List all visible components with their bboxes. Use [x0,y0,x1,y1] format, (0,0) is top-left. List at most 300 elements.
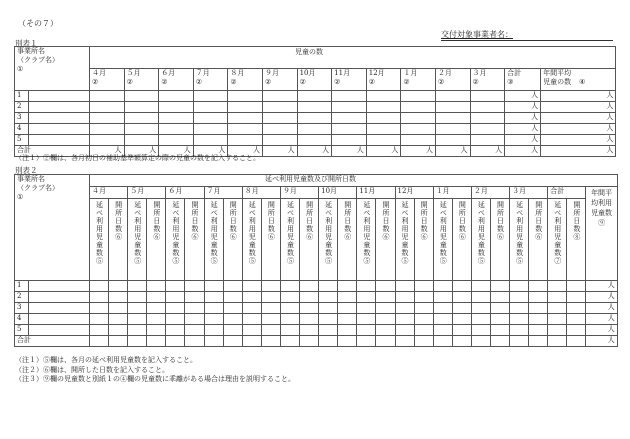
value-cell[interactable] [548,281,567,292]
avg-header-label: 年間平均 [543,69,572,77]
total-row-cell[interactable]: 人 [541,146,616,157]
value-cell[interactable] [223,292,242,303]
value-cell[interactable] [261,314,280,325]
month-count-cell[interactable] [193,113,228,124]
total-cell[interactable]: 人 [505,135,541,146]
month-count-cell[interactable] [401,91,436,102]
month-count-cell[interactable] [193,135,228,146]
value-cell[interactable] [338,325,357,336]
total-header [505,69,541,91]
total-row-cell[interactable] [185,336,204,347]
month-count-cell[interactable] [366,124,401,135]
month-count-cell[interactable] [297,102,332,113]
avg-cell[interactable]: 人 [541,124,616,135]
value-cell[interactable] [548,303,567,314]
month-count-cell[interactable] [470,113,505,124]
month-count-cell[interactable] [90,102,125,113]
value-cell[interactable] [376,292,395,303]
month-count-cell[interactable] [470,124,505,135]
value-cell[interactable] [376,325,395,336]
office-name-cell[interactable] [29,124,90,135]
days-subheader-label: 開所日数⑥ [420,201,429,241]
table1-note: （注１）②欄は、各月初日の補助基準額算定の際の児童の数を記入すること。 [15,154,260,162]
value-cell[interactable] [567,325,586,336]
value-cell[interactable] [357,303,376,314]
value-cell[interactable] [109,325,128,336]
value-cell[interactable] [414,303,433,314]
month-count-cell[interactable] [90,124,125,135]
value-cell[interactable] [357,281,376,292]
value-cell[interactable] [90,292,109,303]
days-subheader [414,199,433,281]
month-count-cell[interactable] [435,135,470,146]
month-header: ９月 [280,187,318,199]
value-cell[interactable] [300,292,319,303]
month-count-cell[interactable] [124,113,159,124]
value-cell[interactable] [300,325,319,336]
value-cell[interactable] [548,292,567,303]
days-subheader [376,199,395,281]
value-cell[interactable] [109,281,128,292]
value-cell[interactable] [319,314,338,325]
total-row-cell[interactable] [567,336,586,347]
value-cell[interactable] [433,303,452,314]
value-cell[interactable] [204,314,223,325]
total-row-cell[interactable] [490,336,509,347]
month-header: ８月 [242,187,280,199]
month-count-cell[interactable] [159,102,194,113]
value-cell[interactable] [433,281,452,292]
month-count-cell[interactable] [332,135,367,146]
month-count-cell[interactable] [297,135,332,146]
value-cell[interactable] [204,292,223,303]
value-cell[interactable] [510,325,529,336]
office-name-cell[interactable] [29,292,90,303]
value-cell[interactable] [471,314,490,325]
month-count-cell[interactable] [228,102,263,113]
month-header [366,69,401,91]
table-row [15,124,616,135]
value-cell[interactable] [128,325,147,336]
value-cell[interactable] [357,314,376,325]
office-name-cell[interactable] [29,303,90,314]
value-cell[interactable] [490,314,509,325]
total-row-cell[interactable] [319,336,338,347]
value-cell[interactable] [185,281,204,292]
value-cell[interactable] [338,303,357,314]
total-row-cell[interactable] [242,336,261,347]
value-cell[interactable] [319,303,338,314]
month-count-cell[interactable] [435,124,470,135]
total-row-cell[interactable] [109,336,128,347]
value-cell[interactable] [128,281,147,292]
value-cell[interactable] [166,303,185,314]
value-cell[interactable] [128,303,147,314]
month-count-cell[interactable] [90,113,125,124]
value-cell[interactable] [280,314,299,325]
value-cell[interactable] [300,314,319,325]
total-row-cell[interactable] [300,336,319,347]
value-cell[interactable] [567,303,586,314]
users-subheader-label: 延べ利用児童数⑤ [515,201,524,265]
total-row-cell[interactable]: 人 [366,146,401,157]
month-header: ６月 [166,187,204,199]
month-count-cell[interactable] [228,113,263,124]
table-row [15,135,616,146]
avg-cell[interactable]: 人 [586,314,617,325]
avg-cell[interactable]: 人 [586,292,617,303]
office-name-cell[interactable] [29,91,90,102]
month-count-cell[interactable] [332,102,367,113]
month-count-cell[interactable] [90,91,125,102]
total-row-cell[interactable]: 人 [124,146,159,157]
value-cell[interactable] [147,325,166,336]
month-count-cell[interactable] [297,91,332,102]
month-count-cell[interactable] [262,91,297,102]
total-cell[interactable]: 人 [505,124,541,135]
month-count-cell[interactable] [193,124,228,135]
value-cell[interactable] [433,292,452,303]
total-cell[interactable]: 人 [505,113,541,124]
total-row-cell[interactable]: 人 [193,146,228,157]
value-cell[interactable] [280,325,299,336]
total-row-cell[interactable]: 人 [228,146,263,157]
total-days-subheader [567,199,586,281]
office-name-cell[interactable] [29,281,90,292]
value-cell[interactable] [452,292,471,303]
total-row-cell[interactable]: 人 [262,146,297,157]
grantee-name-field[interactable] [441,29,613,41]
value-cell[interactable] [490,292,509,303]
value-cell[interactable] [529,292,548,303]
value-cell[interactable] [147,314,166,325]
value-cell[interactable] [319,292,338,303]
total-row-cell[interactable] [548,336,567,347]
value-cell[interactable] [395,325,414,336]
value-cell[interactable] [433,314,452,325]
value-cell[interactable] [300,281,319,292]
avg-header-mark: ④ [579,78,586,86]
month-mark: ② [403,78,410,86]
month-mark: ② [472,78,479,86]
value-cell[interactable] [490,303,509,314]
value-cell[interactable] [185,303,204,314]
value-cell[interactable] [300,303,319,314]
value-cell[interactable] [109,292,128,303]
total-row-cell[interactable] [414,336,433,347]
avg-cell[interactable]: 人 [586,281,617,292]
value-cell[interactable] [261,292,280,303]
value-cell[interactable] [280,292,299,303]
value-cell[interactable] [204,325,223,336]
total-row-cell[interactable] [529,336,548,347]
month-count-cell[interactable] [401,124,436,135]
month-count-cell[interactable] [228,91,263,102]
avg-cell[interactable]: 人 [541,102,616,113]
value-cell[interactable] [166,314,185,325]
month-count-cell[interactable] [470,102,505,113]
month-count-cell[interactable] [159,113,194,124]
month-count-cell[interactable] [159,135,194,146]
month-count-cell[interactable] [435,91,470,102]
value-cell[interactable] [128,292,147,303]
value-cell[interactable] [376,314,395,325]
total-row-cell[interactable] [395,336,414,347]
month-count-cell[interactable] [228,124,263,135]
value-cell[interactable] [529,325,548,336]
value-cell[interactable] [490,281,509,292]
month-count-cell[interactable] [193,102,228,113]
total-row-cell[interactable] [128,336,147,347]
month-count-cell[interactable] [228,135,263,146]
value-cell[interactable] [280,303,299,314]
value-cell[interactable] [357,325,376,336]
total-avg-cell[interactable]: 人 [586,336,617,347]
total-row-cell[interactable]: 人 [435,146,470,157]
month-count-cell[interactable] [297,124,332,135]
total-row-cell[interactable] [261,336,280,347]
value-cell[interactable] [395,281,414,292]
total-cell[interactable]: 人 [505,91,541,102]
month-header [90,69,125,91]
total-row [15,336,618,347]
table2-office-header [15,175,90,281]
value-cell[interactable] [510,303,529,314]
users-subheader-label: 延べ利用児童数⑤ [171,201,180,265]
users-subheader [280,199,299,281]
total-row-cell[interactable] [223,336,242,347]
value-cell[interactable] [471,325,490,336]
value-cell[interactable] [204,303,223,314]
value-cell[interactable] [376,281,395,292]
value-cell[interactable] [529,303,548,314]
value-cell[interactable] [414,325,433,336]
value-cell[interactable] [166,292,185,303]
total-users-subheader-label: 延べ利用児童数⑦ [553,201,562,265]
value-cell[interactable] [338,292,357,303]
month-count-cell[interactable] [366,113,401,124]
value-cell[interactable] [395,303,414,314]
value-cell[interactable] [147,303,166,314]
table1 [14,46,616,157]
total-header-mark: ③ [507,78,514,86]
value-cell[interactable] [319,325,338,336]
month-count-cell[interactable] [159,124,194,135]
total-row-cell[interactable] [433,336,452,347]
value-cell[interactable] [338,281,357,292]
value-cell[interactable] [510,314,529,325]
month-count-cell[interactable] [262,124,297,135]
month-count-cell[interactable] [366,102,401,113]
month-count-cell[interactable] [435,102,470,113]
office-name-cell[interactable] [29,113,90,124]
table-row [15,314,618,325]
value-cell[interactable] [223,314,242,325]
value-cell[interactable] [471,281,490,292]
value-cell[interactable] [452,303,471,314]
value-cell[interactable] [319,281,338,292]
total-row-cell[interactable] [452,336,471,347]
value-cell[interactable] [261,303,280,314]
days-subheader [338,199,357,281]
total-row-cell[interactable] [471,336,490,347]
month-count-cell[interactable] [297,113,332,124]
users-subheader [319,199,338,281]
month-label: 10月 [299,69,316,77]
value-cell[interactable] [185,314,204,325]
value-cell[interactable] [90,325,109,336]
month-count-cell[interactable] [124,135,159,146]
month-count-cell[interactable] [124,102,159,113]
avg-cell[interactable]: 人 [541,113,616,124]
month-count-cell[interactable] [159,91,194,102]
value-cell[interactable] [261,281,280,292]
value-cell[interactable] [548,325,567,336]
value-cell[interactable] [452,325,471,336]
month-count-cell[interactable] [470,135,505,146]
value-cell[interactable] [242,281,261,292]
month-count-cell[interactable] [401,113,436,124]
total-users-subheader [548,199,567,281]
value-cell[interactable] [510,281,529,292]
value-cell[interactable] [395,292,414,303]
total-row-cell[interactable] [90,336,109,347]
value-cell[interactable] [414,314,433,325]
value-cell[interactable] [567,314,586,325]
value-cell[interactable] [414,292,433,303]
value-cell[interactable] [452,314,471,325]
value-cell[interactable] [204,281,223,292]
office-name-cell[interactable] [29,102,90,113]
total-row-cell[interactable]: 人 [332,146,367,157]
value-cell[interactable] [90,281,109,292]
total-row-cell[interactable]: 人 [470,146,505,157]
month-count-cell[interactable] [366,135,401,146]
value-cell[interactable] [242,325,261,336]
value-cell[interactable] [452,281,471,292]
value-cell[interactable] [166,325,185,336]
month-count-cell[interactable] [366,91,401,102]
value-cell[interactable] [90,314,109,325]
table-row [15,292,618,303]
value-cell[interactable] [510,292,529,303]
total-row-cell[interactable]: 人 [401,146,436,157]
value-cell[interactable] [166,281,185,292]
table2-group-header [90,175,618,187]
month-count-cell[interactable] [470,91,505,102]
users-subheader-label: 延べ利用児童数⑤ [401,201,410,265]
office-name-cell[interactable] [29,135,90,146]
value-cell[interactable] [529,314,548,325]
total-row-cell[interactable] [338,336,357,347]
value-cell[interactable] [128,314,147,325]
value-cell[interactable] [529,281,548,292]
office-name-cell[interactable] [29,314,90,325]
value-cell[interactable] [490,325,509,336]
value-cell[interactable] [223,325,242,336]
value-cell[interactable] [338,314,357,325]
value-cell[interactable] [280,281,299,292]
month-count-cell[interactable] [124,91,159,102]
total-row-cell[interactable] [376,336,395,347]
value-cell[interactable] [567,292,586,303]
month-count-cell[interactable] [262,102,297,113]
value-cell[interactable] [242,292,261,303]
avg-cell[interactable]: 人 [586,303,617,314]
total-cell[interactable]: 人 [505,102,541,113]
value-cell[interactable] [261,325,280,336]
office-header-line: （クラブ名） [17,184,59,192]
page-label: （その７） [18,19,58,28]
month-count-cell[interactable] [193,91,228,102]
month-mark: ② [230,78,237,86]
month-count-cell[interactable] [435,113,470,124]
total-row-cell[interactable]: 人 [297,146,332,157]
value-cell[interactable] [242,303,261,314]
avg-header-label2: 児童の数 [543,78,572,86]
month-label: ７月 [195,69,210,77]
month-label: ９月 [264,69,279,77]
office-name-cell[interactable] [29,325,90,336]
month-count-cell[interactable] [90,135,125,146]
value-cell[interactable] [471,292,490,303]
value-cell[interactable] [242,314,261,325]
value-cell[interactable] [147,281,166,292]
month-header: ５月 [128,187,166,199]
days-subheader-label: 開所日数⑥ [534,201,543,241]
value-cell[interactable] [433,325,452,336]
value-cell[interactable] [376,303,395,314]
total-row-cell[interactable]: 人 [90,146,125,157]
month-label: ３月 [472,69,487,77]
value-cell[interactable] [223,281,242,292]
total-row-cell[interactable]: 人 [505,146,541,157]
value-cell[interactable] [185,325,204,336]
total-row-cell[interactable] [204,336,223,347]
total-row-cell[interactable] [166,336,185,347]
total-row-cell[interactable]: 人 [159,146,194,157]
total-row-cell[interactable] [280,336,299,347]
month-count-cell[interactable] [262,113,297,124]
avg-cell[interactable]: 人 [541,91,616,102]
month-count-cell[interactable] [124,124,159,135]
value-cell[interactable] [414,281,433,292]
month-count-cell[interactable] [401,135,436,146]
value-cell[interactable] [185,292,204,303]
value-cell[interactable] [357,292,376,303]
value-cell[interactable] [109,314,128,325]
value-cell[interactable] [395,314,414,325]
value-cell[interactable] [548,314,567,325]
value-cell[interactable] [567,281,586,292]
total-row-cell[interactable] [147,336,166,347]
value-cell[interactable] [109,303,128,314]
avg-cell[interactable]: 人 [586,325,617,336]
month-count-cell[interactable] [332,113,367,124]
month-count-cell[interactable] [401,102,436,113]
value-cell[interactable] [471,303,490,314]
value-cell[interactable] [147,292,166,303]
month-count-cell[interactable] [262,135,297,146]
total-row-cell[interactable] [357,336,376,347]
month-count-cell[interactable] [332,124,367,135]
total-row-cell[interactable] [510,336,529,347]
value-cell[interactable] [90,303,109,314]
row-number: 3 [15,113,29,124]
value-cell[interactable] [223,303,242,314]
month-count-cell[interactable] [332,91,367,102]
avg-cell[interactable]: 人 [541,135,616,146]
